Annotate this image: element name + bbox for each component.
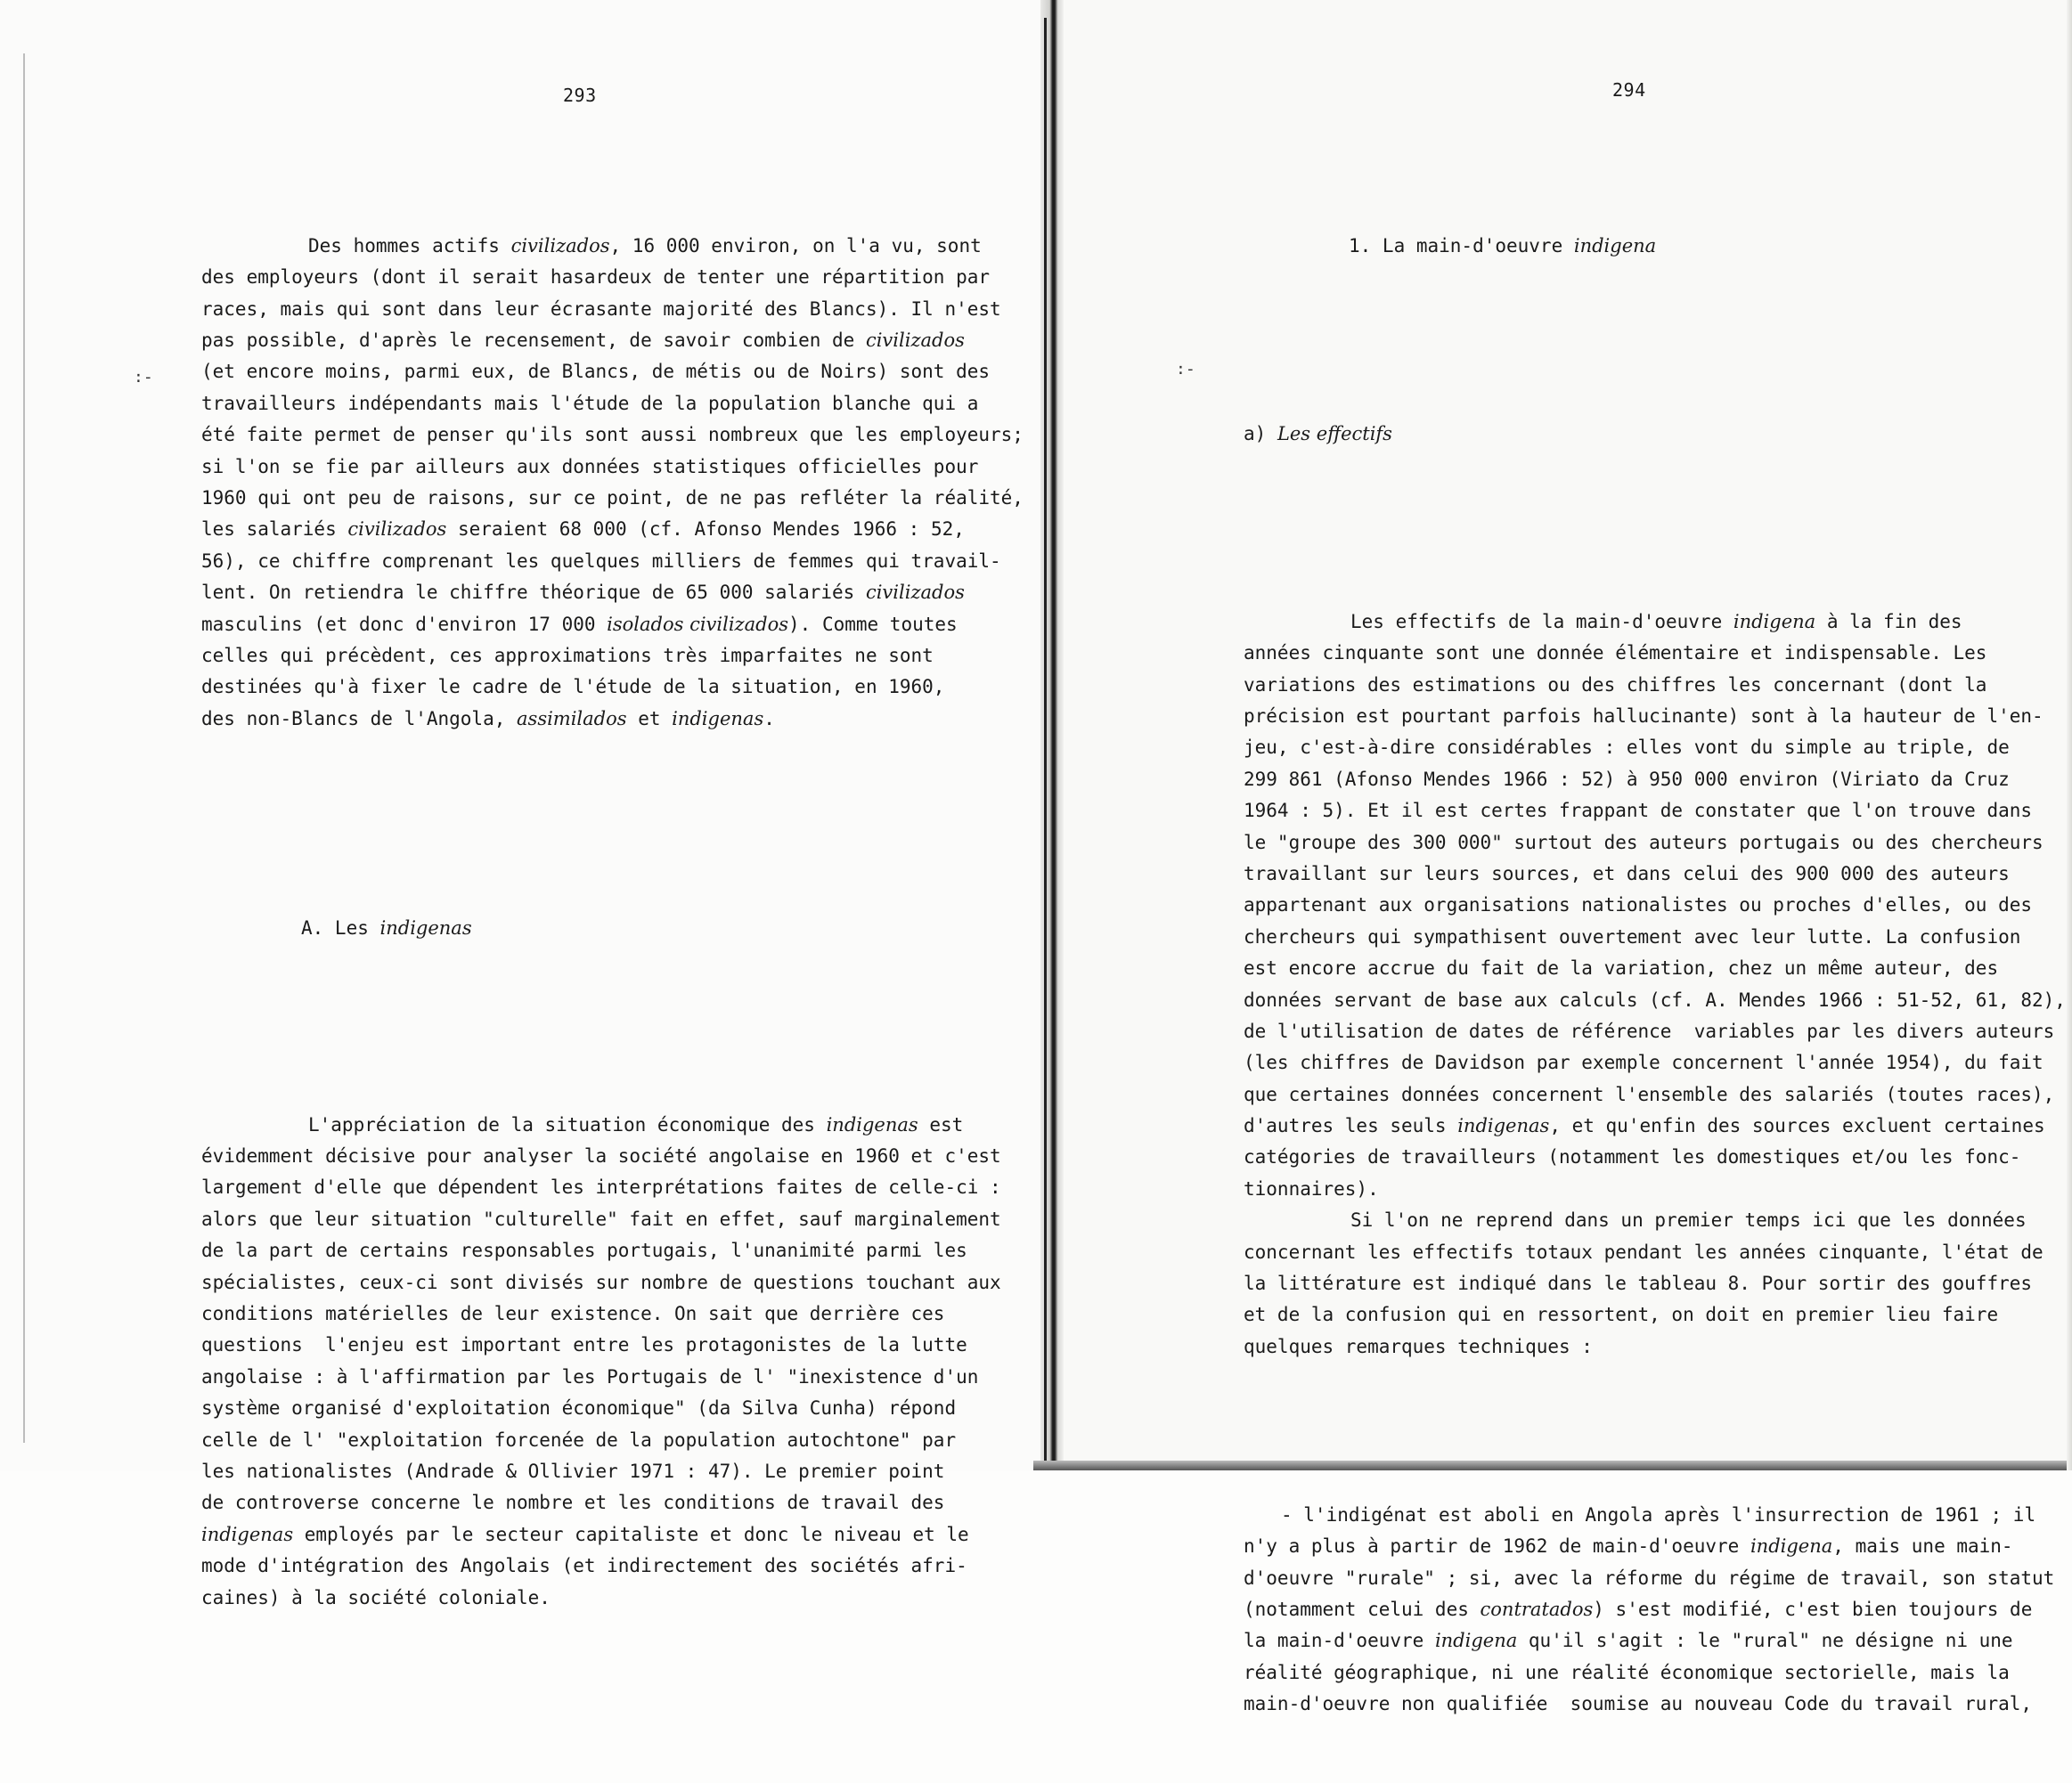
- italic-term: civilizados: [865, 582, 965, 604]
- text-segment: Des hommes actifs: [308, 234, 511, 256]
- text-segment: si l'on se fie par ailleurs aux données statistiques officielles pour: [201, 455, 979, 477]
- text-segment: d'autres les seuls: [1244, 1115, 1458, 1137]
- text-segment: le "groupe des 300 000" surtout des auteurs portugais ou des chercheurs: [1244, 831, 2043, 853]
- text-line: [201, 1172, 1024, 1203]
- text-line: [201, 262, 1024, 293]
- page-number-left: 293: [563, 85, 597, 106]
- text-line: [201, 672, 1024, 703]
- text-line: [201, 1362, 1024, 1393]
- text-segment: est: [918, 1113, 964, 1136]
- text-segment: celle de l' "exploitation forcenée de la population autochtone" par: [201, 1429, 957, 1451]
- text-line: [201, 1235, 1024, 1266]
- text-segment: races, mais qui sont dans leur écrasante majorité des Blancs). Il n'est: [201, 297, 1001, 320]
- subsection-heading-a: a) Les effectifs: [1244, 422, 1392, 444]
- text-line: [201, 1425, 1024, 1456]
- italic-term: indigenas: [672, 707, 764, 729]
- text-segment: alors que leur situation "culturelle" fait en effet, sauf marginalement: [201, 1208, 1001, 1230]
- text-line: [201, 1487, 1024, 1518]
- text-line: [1244, 1111, 2066, 1142]
- margin-mark-left: :-: [134, 368, 153, 387]
- text-line: [201, 294, 1024, 325]
- italic-term: indigenas: [1457, 1115, 1550, 1137]
- text-line: [201, 1204, 1024, 1235]
- page-edge-left: [23, 53, 25, 1443]
- text-segment: masculins (et donc d'environ 17 000: [201, 613, 608, 635]
- right-page-text: [1244, 167, 2066, 1783]
- text-segment: (les chiffres de Davidson par exemple concernent l'année 1954), du fait: [1244, 1052, 2043, 1074]
- text-line: [1244, 1174, 2066, 1205]
- text-segment: angolaise : à l'affirmation par les Portugais de l' "inexistence d'un: [201, 1365, 979, 1388]
- text-segment: lent. On retiendra le chiffre théorique de 65 000 salariés: [201, 582, 866, 604]
- text-line: [1244, 670, 2066, 701]
- text-line: [1244, 1625, 2066, 1657]
- left-page-text: [201, 167, 1024, 1677]
- text-segment: travaillant sur leurs sources, et dans celui des 900 000 des auteurs: [1244, 862, 2010, 884]
- italic-term: indigenas: [201, 1523, 294, 1545]
- text-line: [1244, 1331, 2066, 1363]
- text-line: [1244, 890, 2066, 921]
- text-line: [201, 1299, 1024, 1330]
- text-line: [1244, 764, 2066, 795]
- text-line: [201, 577, 1024, 608]
- text-line: [201, 231, 1024, 262]
- text-segment: système organisé d'exploitation économique" (da Silva Cunha) répond: [201, 1397, 957, 1420]
- text-segment: quelques remarques techniques :: [1244, 1335, 1593, 1357]
- text-segment: est encore accrue du fait de la variation, chez un même auteur, des: [1244, 957, 1999, 980]
- text-segment: données servant de base aux calculs (cf. A. Mendes 1966 : 51-52, 61, 82),: [1244, 989, 2066, 1011]
- text-line: [1244, 1079, 2066, 1111]
- text-line: [1244, 795, 2066, 826]
- text-line: [1244, 1237, 2066, 1268]
- text-line: [201, 1267, 1024, 1299]
- text-segment: ). Comme toutes: [788, 613, 958, 635]
- text-line: [201, 546, 1024, 577]
- text-segment: la littérature est indiqué dans le tableau 8. Pour sortir des gouffres: [1244, 1273, 2033, 1295]
- bottom-shadow: [1033, 1461, 2072, 1470]
- text-segment: (et encore moins, parmi eux, de Blancs, de métis ou de Noirs) sont des: [201, 361, 991, 383]
- text-segment: et: [626, 707, 673, 729]
- italic-term: indigena: [1750, 1535, 1833, 1558]
- text-line: [1244, 1657, 2066, 1689]
- text-line: [1244, 1205, 2066, 1236]
- text-segment: les nationalistes (Andrade & Ollivier 1971 : 47). Le premier point: [201, 1461, 945, 1482]
- gutter-line: [1044, 18, 1047, 1461]
- text-line: [1244, 701, 2066, 732]
- text-line: [1244, 985, 2066, 1016]
- text-line: [201, 388, 1024, 419]
- text-segment: main-d'oeuvre non qualifiée soumise au nouveau Code du travail rural,: [1244, 1693, 2033, 1715]
- italic-term: isolados civilizados: [607, 613, 789, 635]
- text-segment: catégories de travailleurs (notamment les domestiques et/ou les fonc-: [1244, 1146, 2021, 1168]
- text-line: [201, 640, 1024, 672]
- text-segment: employés par le secteur capitaliste et donc le niveau et le: [293, 1523, 969, 1545]
- text-line: [1244, 1500, 2066, 1531]
- text-segment: que certaines données concernent l'ensemble des salariés (toutes races),: [1244, 1083, 2055, 1105]
- text-line: [1244, 1563, 2066, 1594]
- text-segment: tionnaires).: [1244, 1177, 1379, 1200]
- text-line: [1244, 1142, 2066, 1173]
- text-segment: les salariés: [201, 518, 348, 541]
- text-segment: , mais une main-: [1832, 1535, 2013, 1558]
- text-line: [201, 704, 1024, 735]
- text-segment: - l'indigénat est aboli en Angola après l'insurrection de 1961 ; il: [1281, 1503, 2036, 1526]
- page-number-right: 294: [1612, 79, 1646, 101]
- text-line: [201, 609, 1024, 640]
- text-line: [1244, 827, 2066, 859]
- text-line: [201, 1551, 1024, 1582]
- text-segment: chercheurs qui sympathisent ouvertement avec leur lutte. La confusion: [1244, 925, 2021, 948]
- italic-term: civilizados: [347, 518, 447, 541]
- text-segment: de l'utilisation de dates de référence variables par les divers auteurs: [1244, 1020, 2055, 1042]
- text-line: [201, 1110, 1024, 1141]
- text-segment: concernant les effectifs totaux pendant les années cinquante, l'état de: [1244, 1241, 2043, 1263]
- text-segment: Si l'on ne reprend dans un premier temps ici que les données: [1350, 1209, 2027, 1232]
- text-segment: évidemment décisive pour analyser la société angolaise en 1960 et c'est: [201, 1145, 1001, 1168]
- italic-term: indigena: [1733, 610, 1816, 632]
- text-segment: d'oeuvre "rurale" ; si, avec la réforme du régime de travail, son statut: [1244, 1567, 2055, 1589]
- italic-term: civilizados: [510, 234, 610, 256]
- text-line: [201, 1330, 1024, 1361]
- text-segment: précision est pourtant parfois hallucinante) sont à la hauteur de l'en-: [1244, 705, 2043, 728]
- text-segment: Les effectifs de la main-d'oeuvre: [1350, 610, 1733, 632]
- text-segment: n'y a plus à partir de 1962 de main-d'oeuvre: [1244, 1535, 1750, 1558]
- left-page: [0, 0, 1042, 1608]
- text-segment: 56), ce chiffre comprenant les quelques milliers de femmes qui travail-: [201, 550, 1001, 572]
- text-segment: variations des estimations ou des chiffres les concernant (dont la: [1244, 673, 1987, 696]
- text-segment: caines) à la société coloniale.: [201, 1586, 551, 1608]
- text-segment: de la part de certains responsables portugais, l'unanimité parmi les: [201, 1240, 967, 1262]
- text-line: [201, 514, 1024, 545]
- italic-term: indigena: [1434, 1630, 1518, 1652]
- text-line: [1244, 1594, 2066, 1625]
- text-segment: conditions matérielles de leur existence. On sait que derrière ces: [201, 1303, 945, 1325]
- text-line: [201, 1393, 1024, 1424]
- text-line: [201, 452, 1024, 483]
- text-line: [201, 483, 1024, 514]
- text-segment: travailleurs indépendants mais l'étude de la population blanche qui a: [201, 392, 979, 414]
- section-heading-1: 1. La main-d'oeuvre indigena: [1349, 234, 1657, 256]
- text-line: [1244, 859, 2066, 890]
- text-segment: jeu, c'est-à-dire considérables : elles vont du simple au triple, de: [1244, 737, 2010, 759]
- text-segment: celles qui précèdent, ces approximations très imparfaites ne sont: [201, 644, 934, 666]
- text-segment: ) s'est modifié, c'est bien toujours de: [1593, 1599, 2033, 1621]
- text-line: [1244, 638, 2066, 669]
- margin-mark-right: :-: [1176, 360, 1195, 379]
- text-line: [201, 1456, 1024, 1487]
- text-segment: .: [763, 707, 775, 729]
- text-segment: 1964 : 5). Et il est certes frappant de constater que l'on trouve dans: [1244, 800, 2033, 822]
- text-line: [1244, 732, 2066, 763]
- text-segment: des employeurs (dont il serait hasardeux de tenter une répartition par: [201, 266, 991, 289]
- text-line: [1244, 1299, 2066, 1331]
- text-line: [1244, 607, 2066, 638]
- text-segment: , 16 000 environ, on l'a vu, sont: [609, 234, 982, 256]
- text-line: [1244, 1531, 2066, 1562]
- text-segment: 299 861 (Afonso Mendes 1966 : 52) à 950 000 environ (Viriato da Cruz: [1244, 768, 2010, 790]
- text-segment: (notamment celui des: [1244, 1599, 1481, 1621]
- text-line: [201, 356, 1024, 387]
- text-segment: années cinquante sont une donnée élémentaire et indispensable. Les: [1244, 642, 1987, 664]
- text-segment: de controverse concerne le nombre et les conditions de travail des: [201, 1492, 945, 1514]
- text-segment: appartenant aux organisations nationalistes ou proches d'elles, ou des: [1244, 894, 2033, 916]
- text-segment: 1960 qui ont peu de raisons, sur ce point, de ne pas refléter la réalité,: [201, 486, 1024, 509]
- text-line: [201, 419, 1024, 451]
- text-line: [1244, 1016, 2066, 1047]
- text-segment: spécialistes, ceux-ci sont divisés sur nombre de questions touchant aux: [201, 1271, 1001, 1293]
- italic-term: civilizados: [865, 329, 965, 351]
- text-line: [201, 1141, 1024, 1172]
- text-line: [1244, 953, 2066, 984]
- text-segment: , et qu'enfin des sources excluent certaines: [1549, 1115, 2045, 1137]
- text-line: [1244, 1047, 2066, 1079]
- text-segment: L'appréciation de la situation économique des: [308, 1113, 827, 1136]
- text-segment: réalité géographique, ni une réalité économique sectorielle, mais la: [1244, 1661, 2010, 1683]
- text-line: [1244, 1268, 2066, 1299]
- text-line: [1244, 1689, 2066, 1720]
- text-segment: été faite permet de penser qu'ils sont aussi nombreux que les employeurs;: [201, 424, 1024, 446]
- section-heading-a: A. Les indigenas: [301, 916, 472, 939]
- text-line: [1244, 922, 2066, 953]
- italic-term: indigenas: [826, 1113, 918, 1136]
- text-line: [201, 325, 1024, 356]
- italic-term: contratados: [1480, 1599, 1594, 1621]
- text-segment: destinées qu'à fixer le cadre de l'étude de la situation, en 1960,: [201, 676, 945, 698]
- text-segment: la main-d'oeuvre: [1244, 1630, 1435, 1652]
- text-segment: largement d'elle que dépendent les interprétations faites de celle-ci :: [201, 1176, 1001, 1199]
- text-segment: pas possible, d'après le recensement, de savoir combien de: [201, 329, 866, 351]
- right-page: [1060, 0, 2072, 1715]
- text-segment: qu'il s'agit : le "rural" ne désigne ni une: [1517, 1630, 2013, 1652]
- page-edge-right: [2067, 0, 2072, 1470]
- text-segment: à la fin des: [1815, 610, 1962, 632]
- text-segment: des non-Blancs de l'Angola,: [201, 707, 518, 729]
- text-line: [201, 1519, 1024, 1551]
- text-segment: et de la confusion qui en ressortent, on doit en premier lieu faire: [1244, 1304, 1999, 1326]
- text-segment: questions l'enjeu est important entre les protagonistes de la lutte: [201, 1334, 967, 1356]
- text-segment: mode d'intégration des Angolais (et indirectement des sociétés afri-: [201, 1555, 967, 1577]
- text-segment: seraient 68 000 (cf. Afonso Mendes 1966 : 52,: [446, 518, 965, 541]
- text-line: [201, 1583, 1024, 1614]
- italic-term: assimilados: [517, 707, 627, 729]
